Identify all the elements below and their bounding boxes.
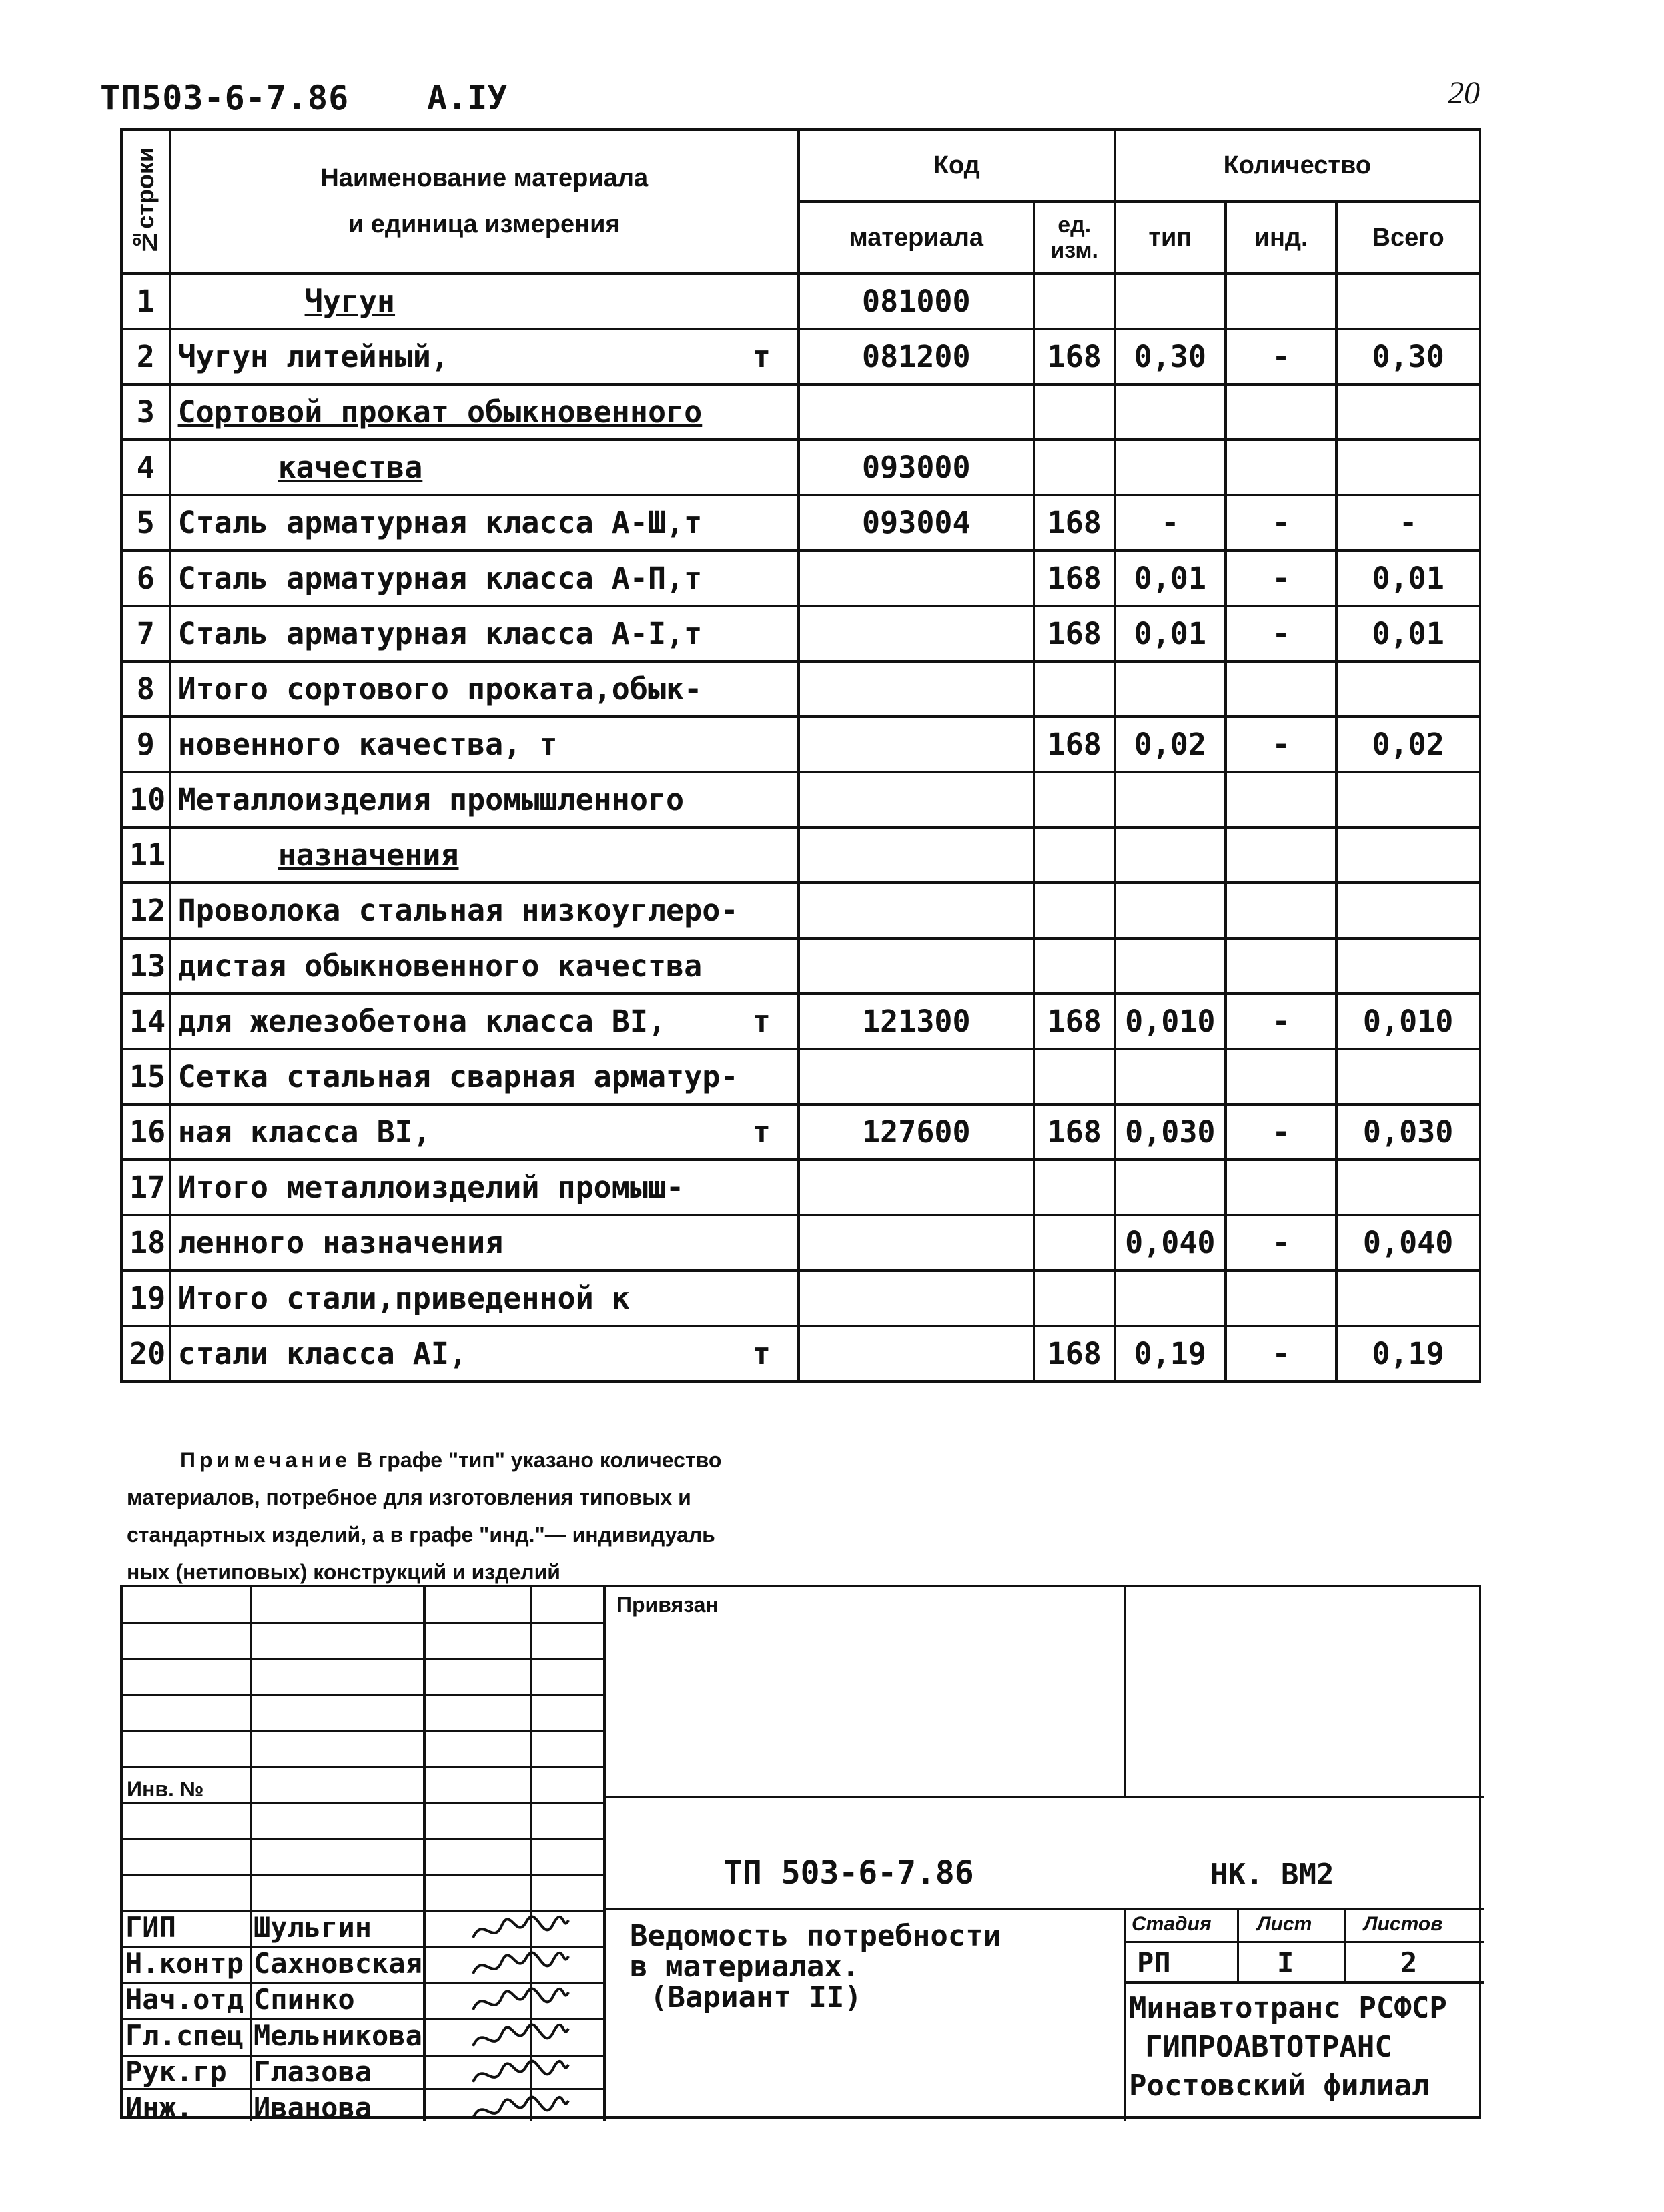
unit-code-cell: [1034, 883, 1115, 938]
material-name-cell: [170, 1326, 799, 1381]
typ-cell: [1115, 1270, 1226, 1326]
material-unit: т: [752, 1004, 771, 1039]
total-cell: [1336, 938, 1480, 994]
unit-code-cell: 168: [1034, 550, 1115, 606]
table-row: [121, 661, 1480, 717]
signature-icon: [470, 1912, 570, 1947]
material-code-cell: [799, 827, 1034, 883]
ind-cell: [1226, 772, 1336, 827]
typ-cell: 0,010: [1115, 994, 1226, 1049]
material-code-cell: [799, 550, 1034, 606]
code-group-header: Код: [799, 129, 1115, 202]
typ-cell: [1115, 938, 1226, 994]
row-number-cell: 17: [121, 1160, 170, 1215]
total-cell: 0,01: [1336, 550, 1480, 606]
material-name: Итого металлоизделий промыш-: [177, 1170, 685, 1205]
material-name: стали класса AI,: [177, 1336, 468, 1371]
material-name: ная класса BI,: [177, 1114, 431, 1150]
table-row: [121, 994, 1480, 1049]
ind-cell: [1226, 440, 1336, 495]
material-code-cell: [799, 1049, 1034, 1104]
staff-name: Шульгин: [254, 1911, 372, 1944]
table-row: [121, 1215, 1480, 1270]
unit-code-cell: [1034, 661, 1115, 717]
stamp-sheet-code: НК. ВМ2: [1210, 1858, 1334, 1892]
total-cell: [1336, 772, 1480, 827]
material-code-cell: [799, 883, 1034, 938]
typ-cell: 0,01: [1115, 606, 1226, 661]
staff-role: Н.контр: [125, 1947, 244, 1980]
material-name-cell: [170, 274, 799, 329]
total-cell: [1336, 440, 1480, 495]
material-name: Чугун литейный,: [177, 339, 449, 374]
row-number-cell: 7: [121, 606, 170, 661]
staff-name: Глазова: [254, 2055, 372, 2088]
table-row: [121, 883, 1480, 938]
material-code-cell: [799, 606, 1034, 661]
ind-cell: [1226, 938, 1336, 994]
typ-cell: 0,19: [1115, 1326, 1226, 1381]
material-code-cell: [799, 1160, 1034, 1215]
ind-cell: [1226, 1049, 1336, 1104]
unit-code-cell: 168: [1034, 994, 1115, 1049]
material-name: Итого сортового проката,обык-: [177, 671, 703, 707]
organization: Минавтотранс РСФСР ГИПРОАВТОТРАНС Ростовский филиал: [1129, 1991, 1447, 2103]
typ-cell: [1115, 440, 1226, 495]
material-code-cell: [799, 717, 1034, 772]
total-cell: 0,010: [1336, 994, 1480, 1049]
quantity-group-header: Количество: [1115, 129, 1480, 202]
row-number-cell: 15: [121, 1049, 170, 1104]
material-name-cell: [170, 495, 799, 550]
unit-code-cell: [1034, 772, 1115, 827]
table-body: [121, 274, 1480, 1381]
total-cell: [1336, 883, 1480, 938]
ind-cell: -: [1226, 717, 1336, 772]
material-name: Металлоизделия промышленного: [177, 782, 685, 817]
ind-cell: [1226, 661, 1336, 717]
material-name-cell: [170, 827, 799, 883]
typ-cell: [1115, 661, 1226, 717]
total-cell: [1336, 661, 1480, 717]
row-number-cell: 6: [121, 550, 170, 606]
signature-icon: [470, 1948, 570, 1983]
ind-cell: [1226, 1160, 1336, 1215]
row-number-cell: 8: [121, 661, 170, 717]
unit-code-cell: [1034, 1160, 1115, 1215]
material-name: ленного назначения: [177, 1225, 504, 1260]
total-cell: 0,01: [1336, 606, 1480, 661]
staff-name: Иванова: [254, 2091, 372, 2124]
ind-cell: -: [1226, 1104, 1336, 1160]
material-code-cell: [799, 1270, 1034, 1326]
material-name-cell: [170, 1104, 799, 1160]
material-code-cell: 081000: [799, 274, 1034, 329]
total-cell: 0,040: [1336, 1215, 1480, 1270]
table-row: [121, 440, 1480, 495]
material-name: качества: [278, 450, 423, 485]
total-cell: 0,19: [1336, 1326, 1480, 1381]
material-name-cell: [170, 938, 799, 994]
unit-code-cell: 168: [1034, 717, 1115, 772]
material-code-cell: [799, 1326, 1034, 1381]
signature-icon: [470, 1984, 570, 2019]
material-name-cell: [170, 1215, 799, 1270]
row-number-header: №строки: [121, 129, 170, 274]
row-number-cell: 18: [121, 1215, 170, 1270]
stamp-doc-code: ТП 503-6-7.86: [723, 1854, 974, 1892]
total-cell: [1336, 1160, 1480, 1215]
material-name: для железобетона класса BI,: [177, 1004, 667, 1039]
note-block: [127, 1441, 927, 1591]
table-row: [121, 495, 1480, 550]
unit-code-cell: 168: [1034, 495, 1115, 550]
signature-icon: [470, 2093, 570, 2127]
material-name-cell: [170, 994, 799, 1049]
typ-cell: [1115, 883, 1226, 938]
material-name: Сталь арматурная класса А-I,т: [177, 616, 703, 651]
row-number-cell: 16: [121, 1104, 170, 1160]
ind-cell: [1226, 827, 1336, 883]
ind-cell: -: [1226, 1215, 1336, 1270]
material-name: Сортовой прокат обыкновенного: [177, 394, 703, 430]
unit-code-cell: [1034, 827, 1115, 883]
material-name-cell: [170, 883, 799, 938]
material-code-cell: [799, 772, 1034, 827]
table-row: [121, 606, 1480, 661]
ind-cell: [1226, 384, 1336, 440]
total-cell: 0,030: [1336, 1104, 1480, 1160]
note-lead: Примечание: [180, 1448, 352, 1472]
unit-code-cell: [1034, 1270, 1115, 1326]
staff-name: Сахновская: [254, 1947, 422, 1980]
material-name: Сталь арматурная класса А-Ш,т: [177, 505, 703, 540]
table-row: [121, 1326, 1480, 1381]
material-unit: т: [752, 1336, 771, 1371]
page-number: 20: [1448, 75, 1480, 111]
material-name-cell: [170, 1160, 799, 1215]
total-cell: [1336, 274, 1480, 329]
unit-code-cell: 168: [1034, 1326, 1115, 1381]
staff-role: Гл.спец: [125, 2019, 244, 2052]
material-name-cell: [170, 550, 799, 606]
staff-role: Нач.отд: [125, 1983, 244, 2016]
material-name-cell: [170, 661, 799, 717]
unit-code-cell: [1034, 938, 1115, 994]
material-name: Сетка стальная сварная арматур-: [177, 1059, 739, 1094]
material-code-cell: [799, 938, 1034, 994]
sheets-label: Листов: [1364, 1913, 1443, 1935]
row-number-cell: 14: [121, 994, 170, 1049]
material-name-cell: [170, 1270, 799, 1326]
ind-cell: -: [1226, 994, 1336, 1049]
typ-header: тип: [1115, 202, 1226, 274]
unit-code-cell: [1034, 440, 1115, 495]
material-code-cell: 081200: [799, 329, 1034, 384]
unit-code-cell: 168: [1034, 1104, 1115, 1160]
table-row: [121, 550, 1480, 606]
note-line: материалов, потребное для изготовления типовых и: [127, 1485, 691, 1509]
row-number-cell: 20: [121, 1326, 170, 1381]
total-cell: [1336, 1270, 1480, 1326]
unit-code-cell: 168: [1034, 329, 1115, 384]
typ-cell: 0,02: [1115, 717, 1226, 772]
total-cell: -: [1336, 495, 1480, 550]
row-number-cell: 11: [121, 827, 170, 883]
ind-header: инд.: [1226, 202, 1336, 274]
unit-header: ед. изм.: [1034, 202, 1115, 274]
typ-cell: 0,030: [1115, 1104, 1226, 1160]
material-code-cell: [799, 661, 1034, 717]
ind-cell: -: [1226, 1326, 1336, 1381]
title-block: [120, 1585, 1481, 2124]
table-row: [121, 1049, 1480, 1104]
material-code-cell: 121300: [799, 994, 1034, 1049]
signature-icon: [470, 2020, 570, 2055]
material-code-cell: [799, 384, 1034, 440]
table-row: [121, 329, 1480, 384]
material-code-cell: 127600: [799, 1104, 1034, 1160]
sheet-label: Лист: [1257, 1913, 1312, 1935]
total-header: Всего: [1336, 202, 1480, 274]
ind-cell: [1226, 883, 1336, 938]
document-code: ТП503-6-7.86: [100, 79, 350, 117]
material-name: новенного качества, т: [177, 727, 558, 762]
note-line: ных (нетиповых) конструкций и изделий: [127, 1560, 560, 1584]
material-name-cell: [170, 329, 799, 384]
total-cell: [1336, 827, 1480, 883]
table-row: [121, 938, 1480, 994]
row-number-cell: 5: [121, 495, 170, 550]
ind-cell: [1226, 1270, 1336, 1326]
typ-cell: [1115, 1160, 1226, 1215]
row-number-cell: 9: [121, 717, 170, 772]
table-row: [121, 1104, 1480, 1160]
row-number-cell: 4: [121, 440, 170, 495]
unit-code-cell: [1034, 1215, 1115, 1270]
staff-role: Рук.гр: [125, 2055, 227, 2088]
note-line: стандартных изделий, а в графе "инд."— индивидуаль: [127, 1523, 715, 1547]
name-header: Наименование материала и единица измерения: [170, 129, 799, 274]
material-code-cell: 093000: [799, 440, 1034, 495]
typ-cell: -: [1115, 495, 1226, 550]
total-cell: 0,02: [1336, 717, 1480, 772]
unit-code-cell: [1034, 274, 1115, 329]
table-row: [121, 772, 1480, 827]
row-number-cell: 1: [121, 274, 170, 329]
row-number-cell: 13: [121, 938, 170, 994]
table-row: [121, 827, 1480, 883]
section-code: А.IУ: [427, 79, 508, 117]
material-code-cell: 093004: [799, 495, 1034, 550]
note-line: В графе "тип" указано количество: [356, 1448, 722, 1472]
unit-code-cell: [1034, 384, 1115, 440]
material-name: дистая обыкновенного качества: [177, 948, 703, 984]
table-row: [121, 274, 1480, 329]
material-name-cell: [170, 1049, 799, 1104]
material-code-header: материала: [799, 202, 1034, 274]
typ-cell: [1115, 772, 1226, 827]
material-name: Сталь арматурная класса А-П,т: [177, 561, 703, 596]
ind-cell: -: [1226, 329, 1336, 384]
ind-cell: [1226, 274, 1336, 329]
material-name: Чугун: [304, 284, 396, 319]
stage-value: РП: [1137, 1946, 1171, 1979]
material-name-cell: [170, 606, 799, 661]
total-cell: [1336, 384, 1480, 440]
typ-cell: 0,040: [1115, 1215, 1226, 1270]
ind-cell: -: [1226, 495, 1336, 550]
staff-role: ГИП: [125, 1911, 176, 1944]
total-cell: [1336, 1049, 1480, 1104]
material-name: Итого стали,приведенной к: [177, 1280, 630, 1316]
material-name-cell: [170, 717, 799, 772]
material-name: назначения: [278, 837, 459, 873]
row-number-cell: 2: [121, 329, 170, 384]
table-row: [121, 717, 1480, 772]
material-name-cell: [170, 384, 799, 440]
sheets-value: 2: [1400, 1946, 1418, 1979]
row-number-cell: 19: [121, 1270, 170, 1326]
inventory-number-label: Инв. №: [127, 1777, 204, 1801]
typ-cell: [1115, 274, 1226, 329]
sheet-value: I: [1277, 1946, 1294, 1979]
staff-name: Мельникова: [254, 2019, 422, 2052]
typ-cell: [1115, 384, 1226, 440]
table-row: [121, 384, 1480, 440]
signature-icon: [470, 2057, 570, 2091]
ind-cell: -: [1226, 606, 1336, 661]
staff-name: Спинко: [254, 1983, 355, 2016]
stage-label: Стадия: [1132, 1913, 1212, 1935]
typ-cell: [1115, 1049, 1226, 1104]
row-number-cell: 12: [121, 883, 170, 938]
row-number-cell: 3: [121, 384, 170, 440]
material-name-cell: [170, 772, 799, 827]
total-cell: 0,30: [1336, 329, 1480, 384]
document-title: Ведомость потребности в материалах. (Вариант II): [630, 1919, 1001, 2014]
material-name: Проволока стальная низкоуглеро-: [177, 893, 739, 928]
table-row: [121, 1270, 1480, 1326]
staff-role: Инж.: [125, 2091, 193, 2124]
privyazan-label: Привязан: [616, 1593, 719, 1617]
typ-cell: [1115, 827, 1226, 883]
table-row: [121, 1160, 1480, 1215]
materials-table: [120, 128, 1481, 1383]
material-unit: т: [752, 339, 771, 374]
unit-code-cell: [1034, 1049, 1115, 1104]
material-name-cell: [170, 440, 799, 495]
row-number-cell: 10: [121, 772, 170, 827]
material-code-cell: [799, 1215, 1034, 1270]
typ-cell: 0,30: [1115, 329, 1226, 384]
typ-cell: 0,01: [1115, 550, 1226, 606]
unit-code-cell: 168: [1034, 606, 1115, 661]
material-unit: т: [752, 1114, 771, 1150]
ind-cell: -: [1226, 550, 1336, 606]
